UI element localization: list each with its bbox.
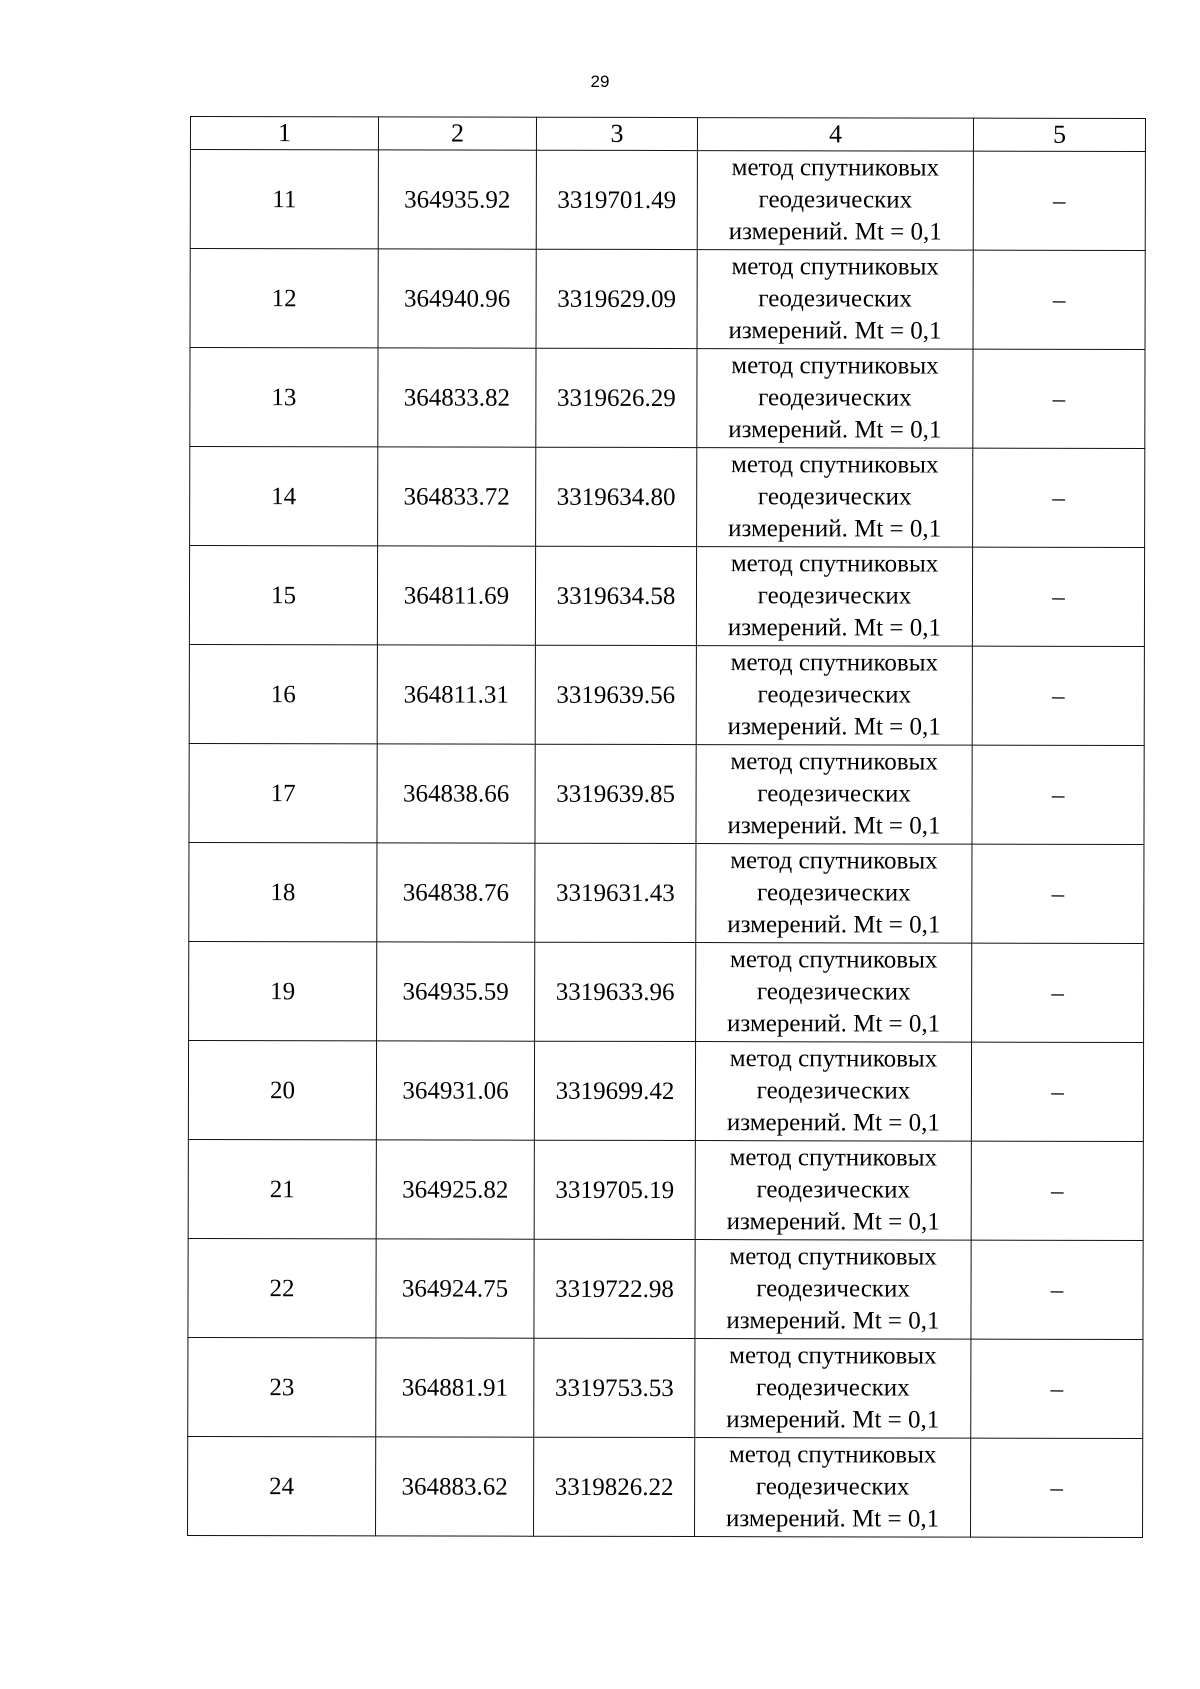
point-number-cell: 13 — [190, 348, 378, 447]
table-row — [189, 644, 1144, 745]
table-row — [190, 348, 1145, 449]
y-coordinate-cell: 3319631.43 — [535, 843, 696, 942]
method-line: метод спутниковых — [729, 1144, 938, 1172]
method-line: геодезических — [757, 780, 911, 808]
method-cell — [697, 349, 973, 449]
method-line: измерений. Mt = 0,1 — [727, 614, 941, 642]
note-cell: – — [971, 1339, 1143, 1438]
table-row — [189, 941, 1144, 1042]
method-line: измерений. Mt = 0,1 — [727, 911, 941, 939]
method-line: измерений. Mt = 0,1 — [727, 812, 941, 840]
note-cell: – — [973, 448, 1145, 547]
note-cell: – — [973, 151, 1145, 250]
method-line: измерений. Mt = 0,1 — [726, 1208, 940, 1236]
point-number-cell: 14 — [190, 447, 378, 546]
method-line: геодезических — [756, 1077, 911, 1105]
column-header-2: 2 — [378, 117, 536, 150]
method-line: метод спутниковых — [730, 946, 938, 974]
y-coordinate-cell: 3319633.96 — [535, 942, 696, 1041]
method-line: геодезических — [756, 1176, 911, 1204]
x-coordinate-cell: 364935.92 — [378, 150, 536, 249]
x-coordinate-cell: 364838.76 — [377, 843, 535, 942]
table-header — [190, 117, 1145, 152]
x-coordinate-cell: 364925.82 — [376, 1140, 534, 1239]
point-number-cell: 22 — [188, 1238, 376, 1337]
table-row — [188, 1337, 1143, 1438]
y-coordinate-cell: 3319705.19 — [534, 1140, 695, 1239]
x-coordinate-cell: 364935.59 — [377, 942, 535, 1041]
table-row — [188, 1139, 1143, 1240]
point-number-cell: 23 — [188, 1337, 376, 1436]
point-number-cell: 20 — [188, 1040, 376, 1139]
point-number-cell: 12 — [190, 249, 378, 348]
x-coordinate-cell: 364881.91 — [376, 1338, 534, 1437]
y-coordinate-cell: 3319722.98 — [534, 1239, 695, 1338]
y-coordinate-cell: 3319639.85 — [535, 744, 696, 843]
method-line: геодезических — [758, 186, 913, 214]
method-line: геодезических — [757, 483, 912, 511]
method-line: измерений. Mt = 0,1 — [728, 218, 942, 246]
method-line: измерений. Mt = 0,1 — [727, 1010, 941, 1038]
method-cell — [695, 1042, 971, 1142]
note-cell: – — [972, 943, 1144, 1042]
y-coordinate-cell: 3319701.49 — [536, 150, 697, 249]
note-cell: – — [972, 646, 1144, 745]
method-cell — [695, 1141, 971, 1241]
method-line: метод спутниковых — [730, 748, 938, 776]
column-header-4: 4 — [697, 118, 973, 152]
page-number: 29 — [590, 72, 610, 91]
method-line: измерений. Mt = 0,1 — [728, 317, 942, 345]
y-coordinate-cell: 3319634.58 — [535, 546, 696, 645]
point-number-cell: 24 — [188, 1436, 376, 1535]
table-row — [190, 249, 1145, 350]
x-coordinate-cell: 364811.69 — [377, 546, 535, 645]
method-line: метод спутниковых — [729, 1045, 938, 1073]
note-cell: – — [971, 1042, 1143, 1141]
table-row — [190, 150, 1145, 251]
method-cell — [696, 844, 972, 944]
column-header-5: 5 — [973, 118, 1145, 151]
method-line: геодезических — [757, 582, 912, 610]
x-coordinate-cell: 364833.72 — [378, 447, 536, 546]
y-coordinate-cell: 3319629.09 — [536, 249, 697, 348]
y-coordinate-cell: 3319634.80 — [536, 447, 697, 546]
method-line: метод спутниковых — [730, 847, 938, 875]
x-coordinate-cell: 364924.75 — [376, 1239, 534, 1338]
point-number-cell: 15 — [189, 546, 377, 645]
note-cell: – — [973, 349, 1145, 448]
point-number-cell: 21 — [188, 1139, 376, 1238]
method-cell — [696, 745, 972, 845]
x-coordinate-cell: 364940.96 — [378, 249, 536, 348]
table-body — [188, 150, 1146, 1538]
header-row — [190, 117, 1145, 152]
method-line: метод спутниковых — [730, 550, 939, 578]
method-cell — [697, 250, 973, 350]
x-coordinate-cell: 364838.66 — [377, 744, 535, 843]
table-row — [189, 546, 1144, 647]
method-line: геодезических — [756, 978, 911, 1006]
point-number-cell: 11 — [190, 150, 378, 249]
note-cell: – — [972, 547, 1144, 646]
method-cell — [697, 448, 973, 548]
note-cell: – — [972, 844, 1144, 943]
y-coordinate-cell: 3319639.56 — [535, 645, 696, 744]
method-cell — [696, 943, 972, 1043]
method-line: измерений. Mt = 0,1 — [728, 515, 942, 543]
method-line: метод спутниковых — [731, 253, 939, 281]
method-cell — [696, 646, 972, 746]
method-line: метод спутниковых — [731, 451, 939, 479]
method-line: измерений. Mt = 0,1 — [725, 1505, 940, 1533]
note-cell: – — [971, 1141, 1143, 1240]
table-row — [188, 1238, 1143, 1339]
method-line: геодезических — [757, 879, 911, 907]
method-line: геодезических — [757, 681, 912, 709]
method-line: геодезических — [755, 1473, 910, 1501]
x-coordinate-cell: 364811.31 — [377, 645, 535, 744]
method-line: измерений. Mt = 0,1 — [726, 1406, 940, 1434]
method-line: геодезических — [756, 1275, 910, 1303]
note-cell: – — [971, 1240, 1143, 1339]
table-row — [188, 1436, 1143, 1537]
x-coordinate-cell: 364833.82 — [378, 348, 536, 447]
column-header-3: 3 — [536, 117, 697, 150]
x-coordinate-cell: 364931.06 — [376, 1041, 534, 1140]
method-line: метод спутниковых — [728, 1441, 937, 1469]
method-line: измерений. Mt = 0,1 — [726, 1109, 940, 1137]
method-line: измерений. Mt = 0,1 — [728, 416, 942, 444]
method-line: метод спутниковых — [731, 352, 939, 380]
point-number-cell: 18 — [189, 842, 377, 941]
method-line: геодезических — [758, 384, 912, 412]
method-cell — [695, 1339, 971, 1439]
method-cell — [696, 547, 972, 647]
coordinates-table — [187, 116, 1146, 1538]
note-cell: – — [973, 250, 1145, 349]
method-line: геодезических — [756, 1374, 910, 1402]
y-coordinate-cell: 3319699.42 — [534, 1041, 695, 1140]
method-cell — [695, 1240, 971, 1340]
point-number-cell: 16 — [189, 644, 377, 743]
note-cell: – — [971, 1438, 1143, 1537]
note-cell: – — [972, 745, 1144, 844]
y-coordinate-cell: 3319626.29 — [536, 348, 697, 447]
table-row — [189, 743, 1144, 844]
point-number-cell: 19 — [189, 941, 377, 1040]
method-line: измерений. Mt = 0,1 — [726, 1307, 940, 1335]
method-line: измерений. Mt = 0,1 — [727, 713, 941, 741]
method-line: метод спутниковых — [729, 1342, 937, 1370]
method-cell — [697, 151, 973, 251]
method-line: геодезических — [758, 285, 912, 313]
method-line: метод спутниковых — [729, 1243, 937, 1271]
method-line: метод спутниковых — [730, 649, 939, 677]
x-coordinate-cell: 364883.62 — [376, 1437, 534, 1536]
point-number-cell: 17 — [189, 743, 377, 842]
method-line: метод спутниковых — [731, 154, 940, 182]
method-cell — [695, 1438, 971, 1538]
table-row — [190, 447, 1145, 548]
y-coordinate-cell: 3319753.53 — [534, 1338, 695, 1437]
table-row — [189, 842, 1144, 943]
y-coordinate-cell: 3319826.22 — [534, 1437, 695, 1536]
column-header-1: 1 — [190, 117, 378, 150]
table-row — [188, 1040, 1143, 1141]
